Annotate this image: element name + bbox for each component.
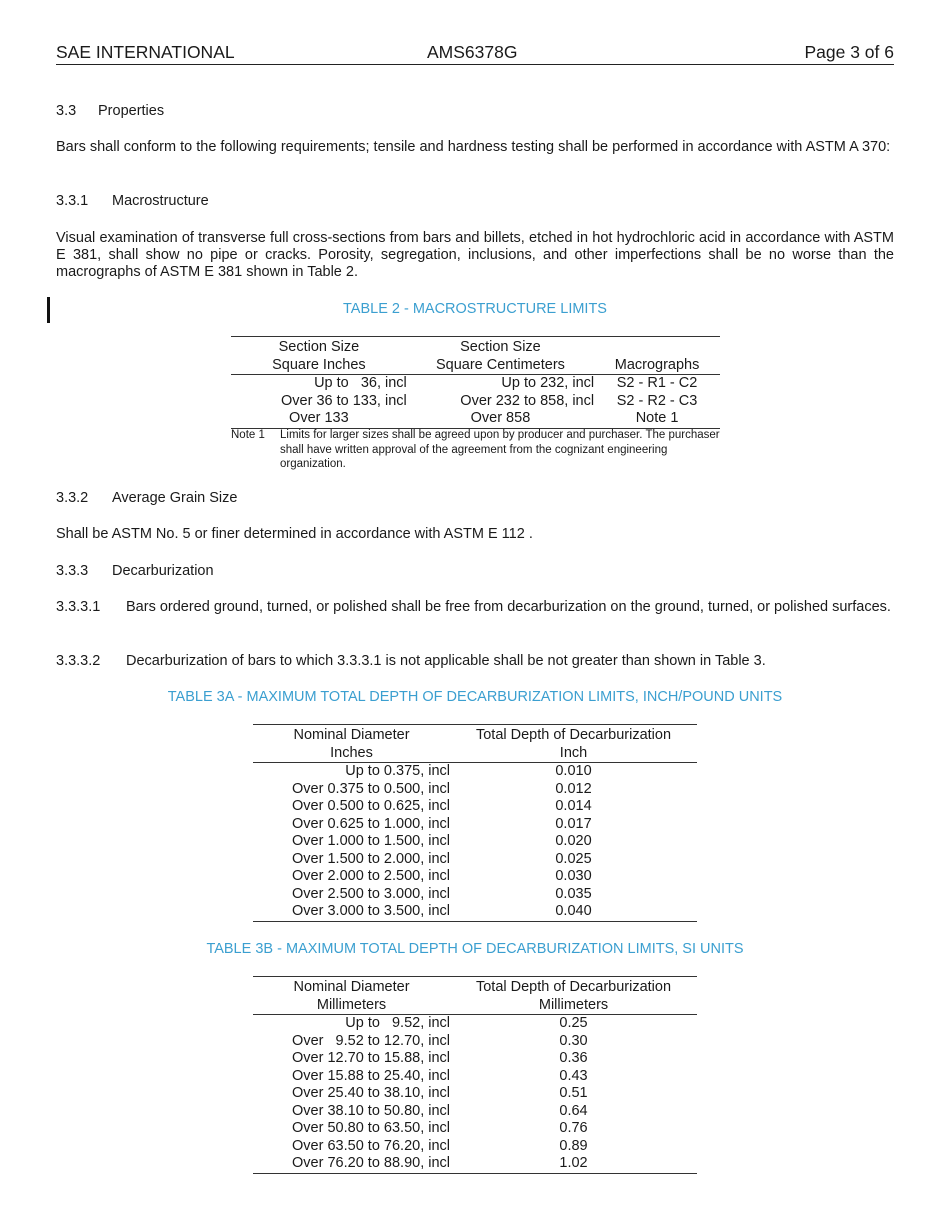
section-number: 3.3.3 (56, 563, 89, 579)
section-number: 3.3.3.2 (56, 653, 101, 669)
table-cell: S2 - R1 - C2 (616, 375, 698, 391)
table-row (253, 903, 697, 921)
table-cell: 0.035 (555, 885, 592, 902)
table-row (253, 851, 697, 869)
table-cell: 0.014 (555, 798, 592, 814)
section-title: Properties (98, 103, 165, 119)
table-cell: 0.020 (555, 833, 592, 849)
column-header: Section Size (231, 337, 407, 357)
table-3a-decarburization-inch (253, 724, 697, 922)
section-body: Bars ordered ground, turned, or polished shall be free from decarburization on the ground, turned, or polished surfaces. (126, 599, 891, 615)
header-organization: SAE INTERNATIONAL (56, 42, 235, 62)
table-row (253, 1015, 697, 1033)
section-title: Decarburization (112, 563, 214, 579)
table-cell: Over 2.500 to 3.000, incl (292, 885, 451, 902)
table-row (253, 1103, 697, 1121)
column-header: Inches (253, 745, 450, 763)
table-row (231, 393, 720, 411)
section-number: 3.3 (56, 103, 77, 119)
table-cell: 0.040 (450, 903, 697, 921)
table-cell: Over 858 (407, 410, 594, 428)
table-cell: Over 76.20 to 88.90, incl (253, 1155, 450, 1173)
table-2-title: TABLE 2 - MACROSTRUCTURE LIMITS (343, 301, 607, 317)
table-cell: Over 1.000 to 1.500, incl (292, 833, 451, 849)
column-header: Total Depth of Decarburization (450, 977, 697, 997)
table-2-macrostructure-limits (231, 336, 720, 429)
table-cell: 0.64 (559, 1102, 588, 1119)
column-header: Macrographs (594, 357, 720, 375)
table-cell: 0.76 (559, 1120, 588, 1136)
table-cell: Up to 36, incl (314, 375, 407, 391)
table-row (253, 763, 697, 781)
table-row (231, 410, 720, 428)
table-3b-title: TABLE 3B - MAXIMUM TOTAL DEPTH OF DECARBURIZATION LIMITS, SI UNITS (206, 941, 744, 957)
table-cell: 0.36 (559, 1050, 588, 1066)
table-cell: 1.02 (450, 1155, 697, 1173)
section-3-3-2-body: Shall be ASTM No. 5 or finer determined in accordance with ASTM E 112 . (56, 526, 533, 542)
section-3-3-3-heading (56, 563, 894, 580)
table-row (253, 1120, 697, 1138)
column-header: Millimeters (253, 997, 450, 1015)
section-3-3-2-heading (56, 490, 894, 507)
note-label: Note 1 (231, 429, 265, 441)
table-cell: 0.43 (559, 1067, 588, 1084)
table-cell: 0.25 (559, 1015, 588, 1031)
table-2-note (231, 428, 720, 472)
table-row (253, 1068, 697, 1086)
section-title: Average Grain Size (112, 490, 238, 506)
table-cell: Over 0.500 to 0.625, incl (292, 798, 451, 814)
table-cell: Over 0.375 to 0.500, incl (292, 780, 451, 797)
section-3-3-3-1 (56, 599, 894, 616)
column-header: Nominal Diameter (253, 977, 450, 997)
column-header: Nominal Diameter (253, 725, 450, 745)
note-text: Limits for larger sizes shall be agreed upon by producer and purchaser. The purchaser shall have written approval of the agreement from the cognizant engineering organization. (280, 429, 720, 470)
column-header (594, 337, 720, 357)
table-cell: 0.010 (555, 763, 592, 779)
table-cell: Note 1 (594, 410, 720, 428)
table-cell: Over 133 (231, 410, 407, 428)
column-header: Section Size (407, 337, 594, 357)
table-cell: Over 63.50 to 76.20, incl (292, 1137, 451, 1154)
table-cell: Over 50.80 to 63.50, incl (292, 1120, 451, 1136)
table-cell: Over 36 to 133, incl (281, 392, 407, 409)
column-header: Square Centimeters (407, 357, 594, 375)
table-cell: Over 0.625 to 1.000, incl (292, 815, 451, 832)
table-row (253, 1033, 697, 1051)
header-document-number: AMS6378G (427, 42, 518, 62)
table-cell: Over 25.40 to 38.10, incl (292, 1085, 451, 1101)
table-cell: 0.025 (555, 850, 592, 867)
section-3-3-heading (56, 103, 894, 120)
table-3b-decarburization-si (253, 976, 697, 1174)
section-number: 3.3.1 (56, 193, 89, 209)
column-header: Total Depth of Decarburization (450, 725, 697, 745)
table-cell: 0.012 (555, 780, 592, 797)
table-cell: 0.89 (559, 1137, 588, 1154)
table-cell: Over 1.500 to 2.000, incl (292, 850, 451, 867)
table-cell: Over 3.000 to 3.500, incl (253, 903, 450, 921)
table-cell: Over 12.70 to 15.88, incl (292, 1050, 451, 1066)
table-row (253, 1155, 697, 1173)
table-row (253, 781, 697, 799)
table-cell: 0.30 (559, 1032, 588, 1049)
section-3-3-3-2 (56, 653, 894, 670)
table-cell: S2 - R2 - C3 (616, 392, 698, 409)
table-cell: 0.017 (555, 815, 592, 832)
table-row (253, 868, 697, 886)
table-row (253, 816, 697, 834)
table-cell: 0.51 (559, 1085, 588, 1101)
table-cell: Over 2.000 to 2.500, incl (292, 868, 451, 884)
table-cell: Over 38.10 to 50.80, incl (292, 1102, 451, 1119)
section-title: Macrostructure (112, 193, 209, 209)
table-cell: Over 232 to 858, incl (460, 392, 595, 409)
section-3-3-1-heading (56, 193, 894, 210)
header-page-number: Page 3 of 6 (804, 42, 894, 62)
table-cell: 0.030 (555, 868, 592, 884)
section-3-3-body: Bars shall conform to the following requirements; tensile and hardness testing shall be performed in accordance with ASTM A 370: (56, 139, 891, 155)
table-row (253, 1085, 697, 1103)
section-number: 3.3.3.1 (56, 599, 101, 615)
table-cell: Over 15.88 to 25.40, incl (292, 1067, 451, 1084)
column-header: Square Inches (231, 357, 407, 375)
table-row (253, 886, 697, 904)
column-header: Millimeters (450, 997, 697, 1015)
table-cell: Over 9.52 to 12.70, incl (292, 1032, 451, 1049)
section-3-3-1-body: Visual examination of transverse full cross-sections from bars and billets, etched in hot hydrochloric acid in accordance with ASTM E 381, shall show no pipe or cracks. Porosity, segregation, inclusions, and other imperfections shall be no worse than the macrographs of ASTM E 381 shown in Table 2. (56, 230, 894, 280)
section-number: 3.3.2 (56, 490, 89, 506)
table-3a-title: TABLE 3A - MAXIMUM TOTAL DEPTH OF DECARBURIZATION LIMITS, INCH/POUND UNITS (167, 689, 783, 705)
section-body: Decarburization of bars to which 3.3.3.1 is not applicable shall be not greater than shown in Table 3. (126, 653, 766, 669)
table-row (253, 1138, 697, 1156)
table-row (253, 798, 697, 816)
table-cell: Up to 0.375, incl (345, 763, 451, 779)
table-row (253, 833, 697, 851)
column-header: Inch (450, 745, 697, 763)
table-cell: Up to 9.52, incl (345, 1015, 451, 1031)
table-row (253, 1050, 697, 1068)
table-cell: Up to 232, incl (501, 375, 595, 391)
page-header (56, 44, 894, 65)
table-row (231, 375, 720, 393)
